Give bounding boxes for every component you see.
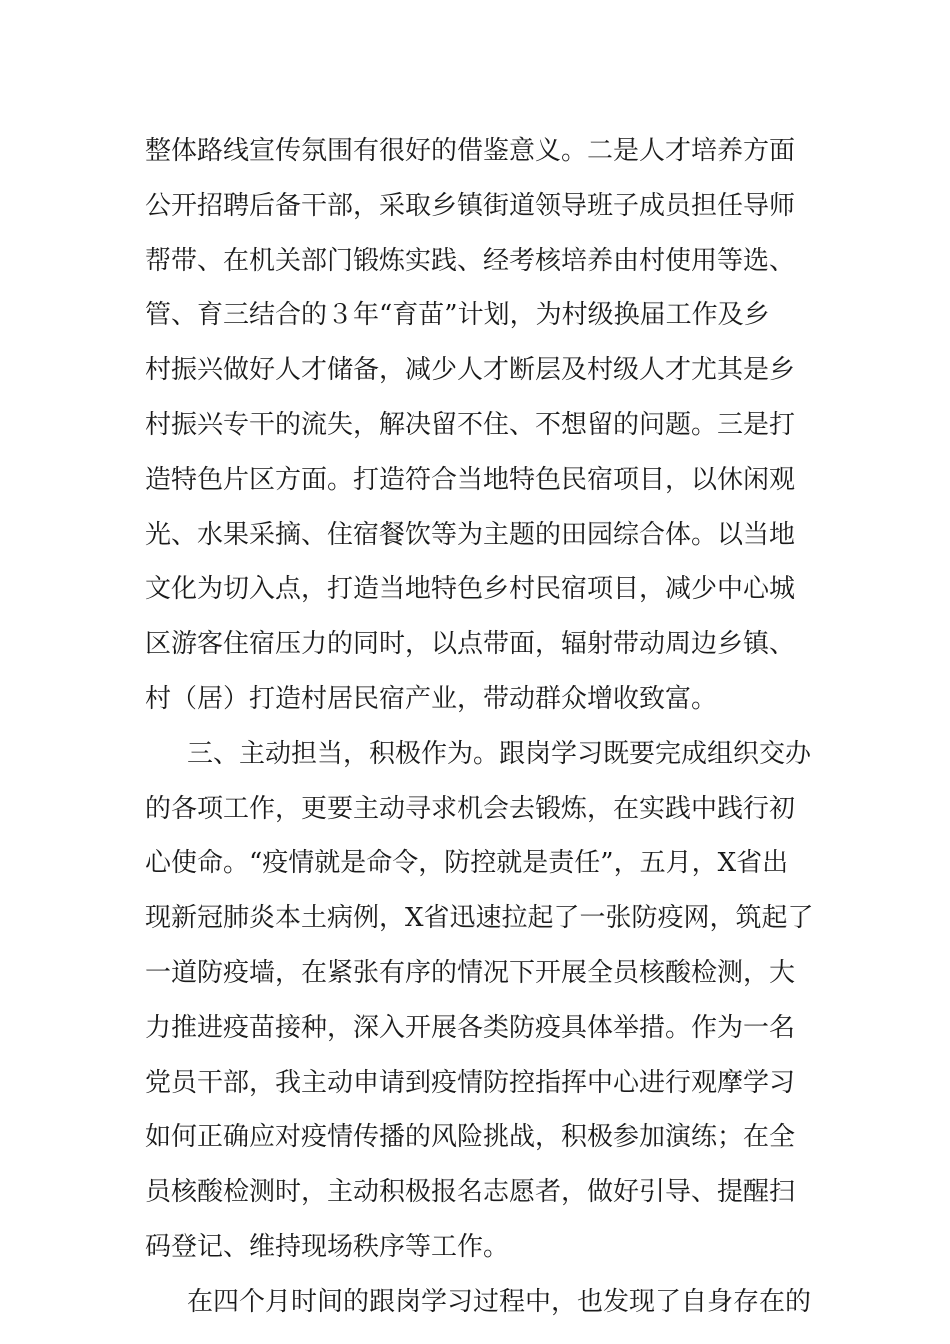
- text-line: 党员干部，我主动申请到疫情防控指挥中心进行观摩学习: [145, 1067, 796, 1098]
- text-line: 村（居）打造村居民宿产业，带动群众增收致富。: [145, 683, 718, 714]
- text-line: 心使命。“疫情就是命令，防控就是责任”，五月，X省出: [145, 848, 789, 879]
- text-line: 帮带、在机关部门锻炼实践、经考核培养由村使用等选、: [145, 245, 796, 276]
- text-line: 现新冠肺炎本土病例，X省迅速拉起了一张防疫网，筑起了: [145, 903, 814, 934]
- text-line: 在四个月时间的跟岗学习过程中，也发现了自身存在的: [187, 1286, 812, 1317]
- paragraph-3: [145, 1275, 815, 1330]
- text-line: 村振兴专干的流失，解决留不住、不想留的问题。三是打: [145, 409, 796, 440]
- text-line: 公开招聘后备干部，采取乡镇街道领导班子成员担任导师: [145, 190, 796, 221]
- text-line: 村振兴做好人才储备，减少人才断层及村级人才尤其是乡: [145, 355, 796, 386]
- text-line: 的各项工作，更要主动寻求机会去锻炼，在实践中践行初: [145, 793, 796, 824]
- text-line: 码登记、维持现场秩序等工作。: [145, 1231, 510, 1262]
- paragraph-1: [145, 124, 815, 727]
- text-line: 管、育三结合的３年“育苗”计划，为村级换届工作及乡: [145, 300, 770, 331]
- text-line: 如何正确应对疫情传播的风险挑战，积极参加演练；在全: [145, 1122, 796, 1153]
- text-line: 三、主动担当，积极作为。跟岗学习既要完成组织交办: [187, 738, 812, 769]
- text-line: 造特色片区方面。打造符合当地特色民宿项目，以休闲观: [145, 464, 796, 495]
- text-line: 员核酸检测时，主动积极报名志愿者，做好引导、提醒扫: [145, 1177, 796, 1208]
- paragraph-2: [145, 727, 815, 1275]
- text-line: 区游客住宿压力的同时，以点带面，辐射带动周边乡镇、: [145, 629, 796, 660]
- text-line: 一道防疫墙，在紧张有序的情况下开展全员核酸检测，大: [145, 957, 796, 988]
- text-line: 光、水果采摘、住宿餐饮等为主题的田园综合体。以当地: [145, 519, 796, 550]
- document-body: [145, 124, 815, 1330]
- text-line: 文化为切入点，打造当地特色乡村民宿项目，减少中心城: [145, 574, 796, 605]
- text-line: 整体路线宣传氛围有很好的借鉴意义。二是人才培养方面: [145, 136, 796, 166]
- text-line: 力推进疫苗接种，深入开展各类防疫具体举措。作为一名: [145, 1012, 796, 1043]
